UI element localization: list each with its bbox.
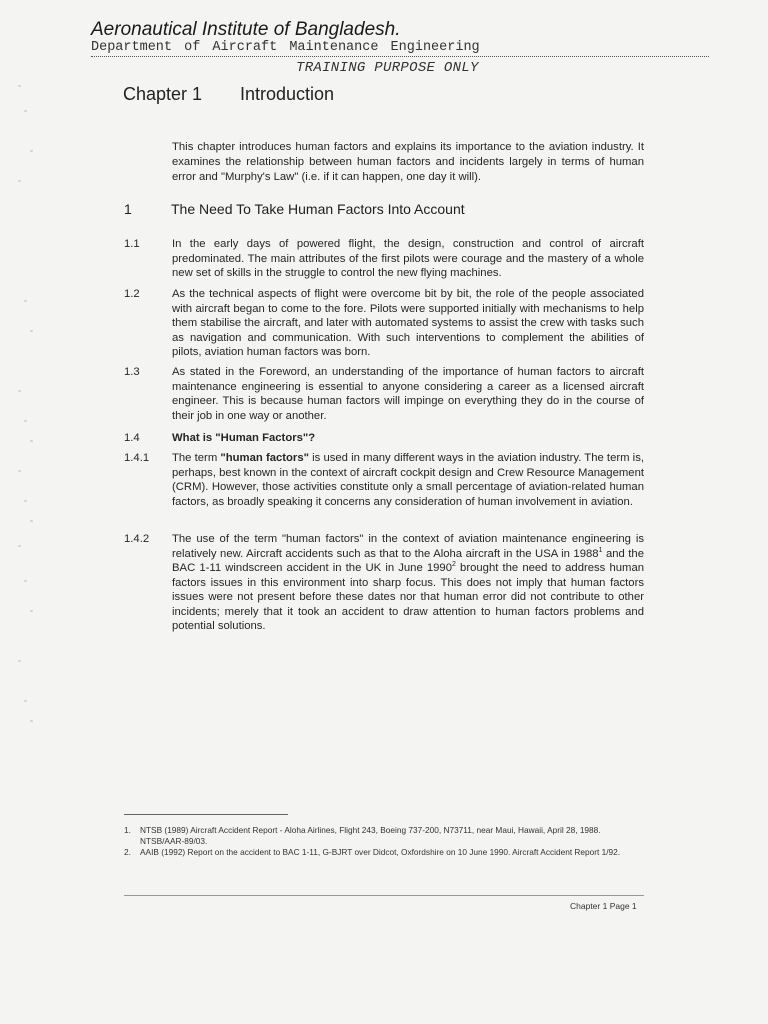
scan-speck [30,720,33,722]
scan-speck [24,580,27,582]
paragraph-text: As the technical aspects of flight were overcome bit by bit, the role of the people associated with aircraft began to come to the fore. Pilots were supported initially with mechanisms to help them stabilise the aircraft, and later with automated systems to assist the crew with tasks such as navigation and communication. With such interventions to complement the abilities of pilots, aviation human factors was born. [172,288,644,358]
footnote-rule [124,814,288,815]
scan-speck [18,390,21,392]
scan-speck [24,500,27,502]
chapter-title: Introduction [240,84,335,104]
scan-speck [30,150,33,152]
section-number: 1 [124,201,132,217]
scan-speck [18,660,21,662]
institute-name: Aeronautical Institute of Bangladesh. [91,19,401,40]
paragraph-number: 1.4.1 [124,452,150,464]
paragraph-text: The term "human factors" is used in many different ways in the aviation industry. The term is, perhaps, best known in the context of aircraft cockpit design and Crew Resource Management (CRM). However, those activities constitute only a small percentage of aviation-related human factors, as broadly speaking it concerns any consideration of human involvement in aviation. [172,452,644,508]
paragraph-number: 1.4 [124,432,140,444]
paragraph-text: In the early days of powered flight, the design, construction and control of aircraft predominated. The main attributes of the first pilots were courage and the mastery of a whole new set of skills in the struggle to control the new flying machines. [172,238,644,279]
scan-speck [30,440,33,442]
scan-speck [24,110,27,112]
intro-paragraph: This chapter introduces human factors and explains its importance to the aviation industry. It examines the relationship between human factors and incidents largely in terms of human error and "Murphy's Law" (i.e. if it can happen, one day it will). [172,141,644,183]
scan-speck [30,330,33,332]
scan-speck [24,300,27,302]
paragraph-number: 1.2 [124,288,140,300]
paragraph-text: As stated in the Foreword, an understanding of the importance of human factors to aircraft maintenance engineering is essential to anyone considering a career as a licensed aircraft engineer. This is because human factors will impinge on everything they do in the course of their job in one way or another. [172,366,644,422]
scan-speck [18,85,21,87]
footer-rule [124,895,644,896]
page-number: Chapter 1 Page 1 [570,901,637,911]
chapter-heading [123,84,335,105]
document-page: Aeronautical Institute of Bangladesh. Department of Aircraft Maintenance Engineering TRAINING PURPOSE ONLY Chapter 1 Introduction This chapter introduces human factors and explains its importance to the aviation industry. It examines the relationship between human factors and incidents largely in terms of human error and "Murphy's Law" (i.e. if it can happen, one day it will). 1 The Need To Take Human Factors Into Account 1.1 In the early days of powered flight, the design, construction and control of aircraft predominated. The main attributes of the first pilots were courage and the mastery of a whole new set of skills in the struggle to control the new flying machines. 1.2 As the technical aspects of flight were overcome bit by bit, the role of the people associated with aircraft began to come to the fore. Pilots were supported initially with mechanisms to help them stabilise the aircraft, and later with automated systems to assist the crew with tasks such as navigation and communication. With such interventions to complement the abilities of pilots, aviation human factors was born. 1.3 As stated in the Foreword, an understanding of the importance of human factors to aircraft maintenance engineering is essential to anyone considering a career as a licensed aircraft engineer. This is because human factors will impinge on everything they do in the course of their job in one way or another. 1.4 What is "Human Factors"? 1.4.1 The term "human factors" is used in many different ways in the aviation industry. The term is, perhaps, best known in the context of aircraft cockpit design and Crew Resource Management (CRM). However, those activities constitute only a small percentage of aviation-related human factors, as broadly speaking it concerns any consideration of human involvement in aviation. 1.4.2 The use of the term "human factors" in the context of aviation maintenance engineering is relatively new. Aircraft accidents such as that to the Aloha aircraft in the USA in 1988$^1$ and the BAC 1-11 windscreen accident in the UK in June 1990$^2$ brought the need to address human factors issues in this environment into sharp focus. This does not imply that human factors issues were not present before these dates nor that human error did not contribute to other incidents; merely that it took an accident to draw attention to human factors problems and potential solutions. 1. NTSB (1989) Aircraft Accident Report - Aloha Airlines, Flight 243, Boeing 737-200, N73711, near Maui, Hawaii, April 28, 1988. NTSB/AAR-89/03. 2. AAIB (1992) Report on the accident to BAC 1-11, G-BJRT over Didcot, Oxfordshire on 10 June 1990. Aircraft Accident Report 1/92. Chapter 1 Page 1 [0,0,768,1024]
scan-speck [30,520,33,522]
department-name: Department of Aircraft Maintenance Engineering [91,40,480,55]
subsection-title: What is "Human Factors"? [172,432,316,444]
scan-speck [18,545,21,547]
scan-speck [24,420,27,422]
paragraph-text: The use of the term "human factors" in the context of aviation maintenance engineering is relatively new. Aircraft accidents such as that to the Aloha aircraft in the USA in 1988$^1$ and the BAC 1-11 windscreen accident in the UK in June 1990$^2$ brought the need to address human factors issues in this environment into sharp focus. This does not imply that human factors issues were not present before these dates nor that human error did not contribute to other incidents; merely that it took an accident to draw attention to human factors problems and potential solutions. [172,533,645,632]
paragraph-number: 1.4.2 [124,533,150,545]
header-rule [91,56,709,57]
scan-speck [18,180,21,182]
scan-speck [18,470,21,472]
training-notice: TRAINING PURPOSE ONLY [296,60,479,76]
scan-speck [30,610,33,612]
footnote-ref: 2 [452,561,456,569]
scan-speck [24,700,27,702]
paragraph-number: 1.1 [124,238,140,250]
chapter-label: Chapter 1 [123,84,203,104]
scan-margin-artifacts [0,0,40,1024]
paragraph-number: 1.3 [124,366,140,378]
footnote-ref: 1 [598,546,603,554]
section-title: The Need To Take Human Factors Into Account [171,201,465,217]
